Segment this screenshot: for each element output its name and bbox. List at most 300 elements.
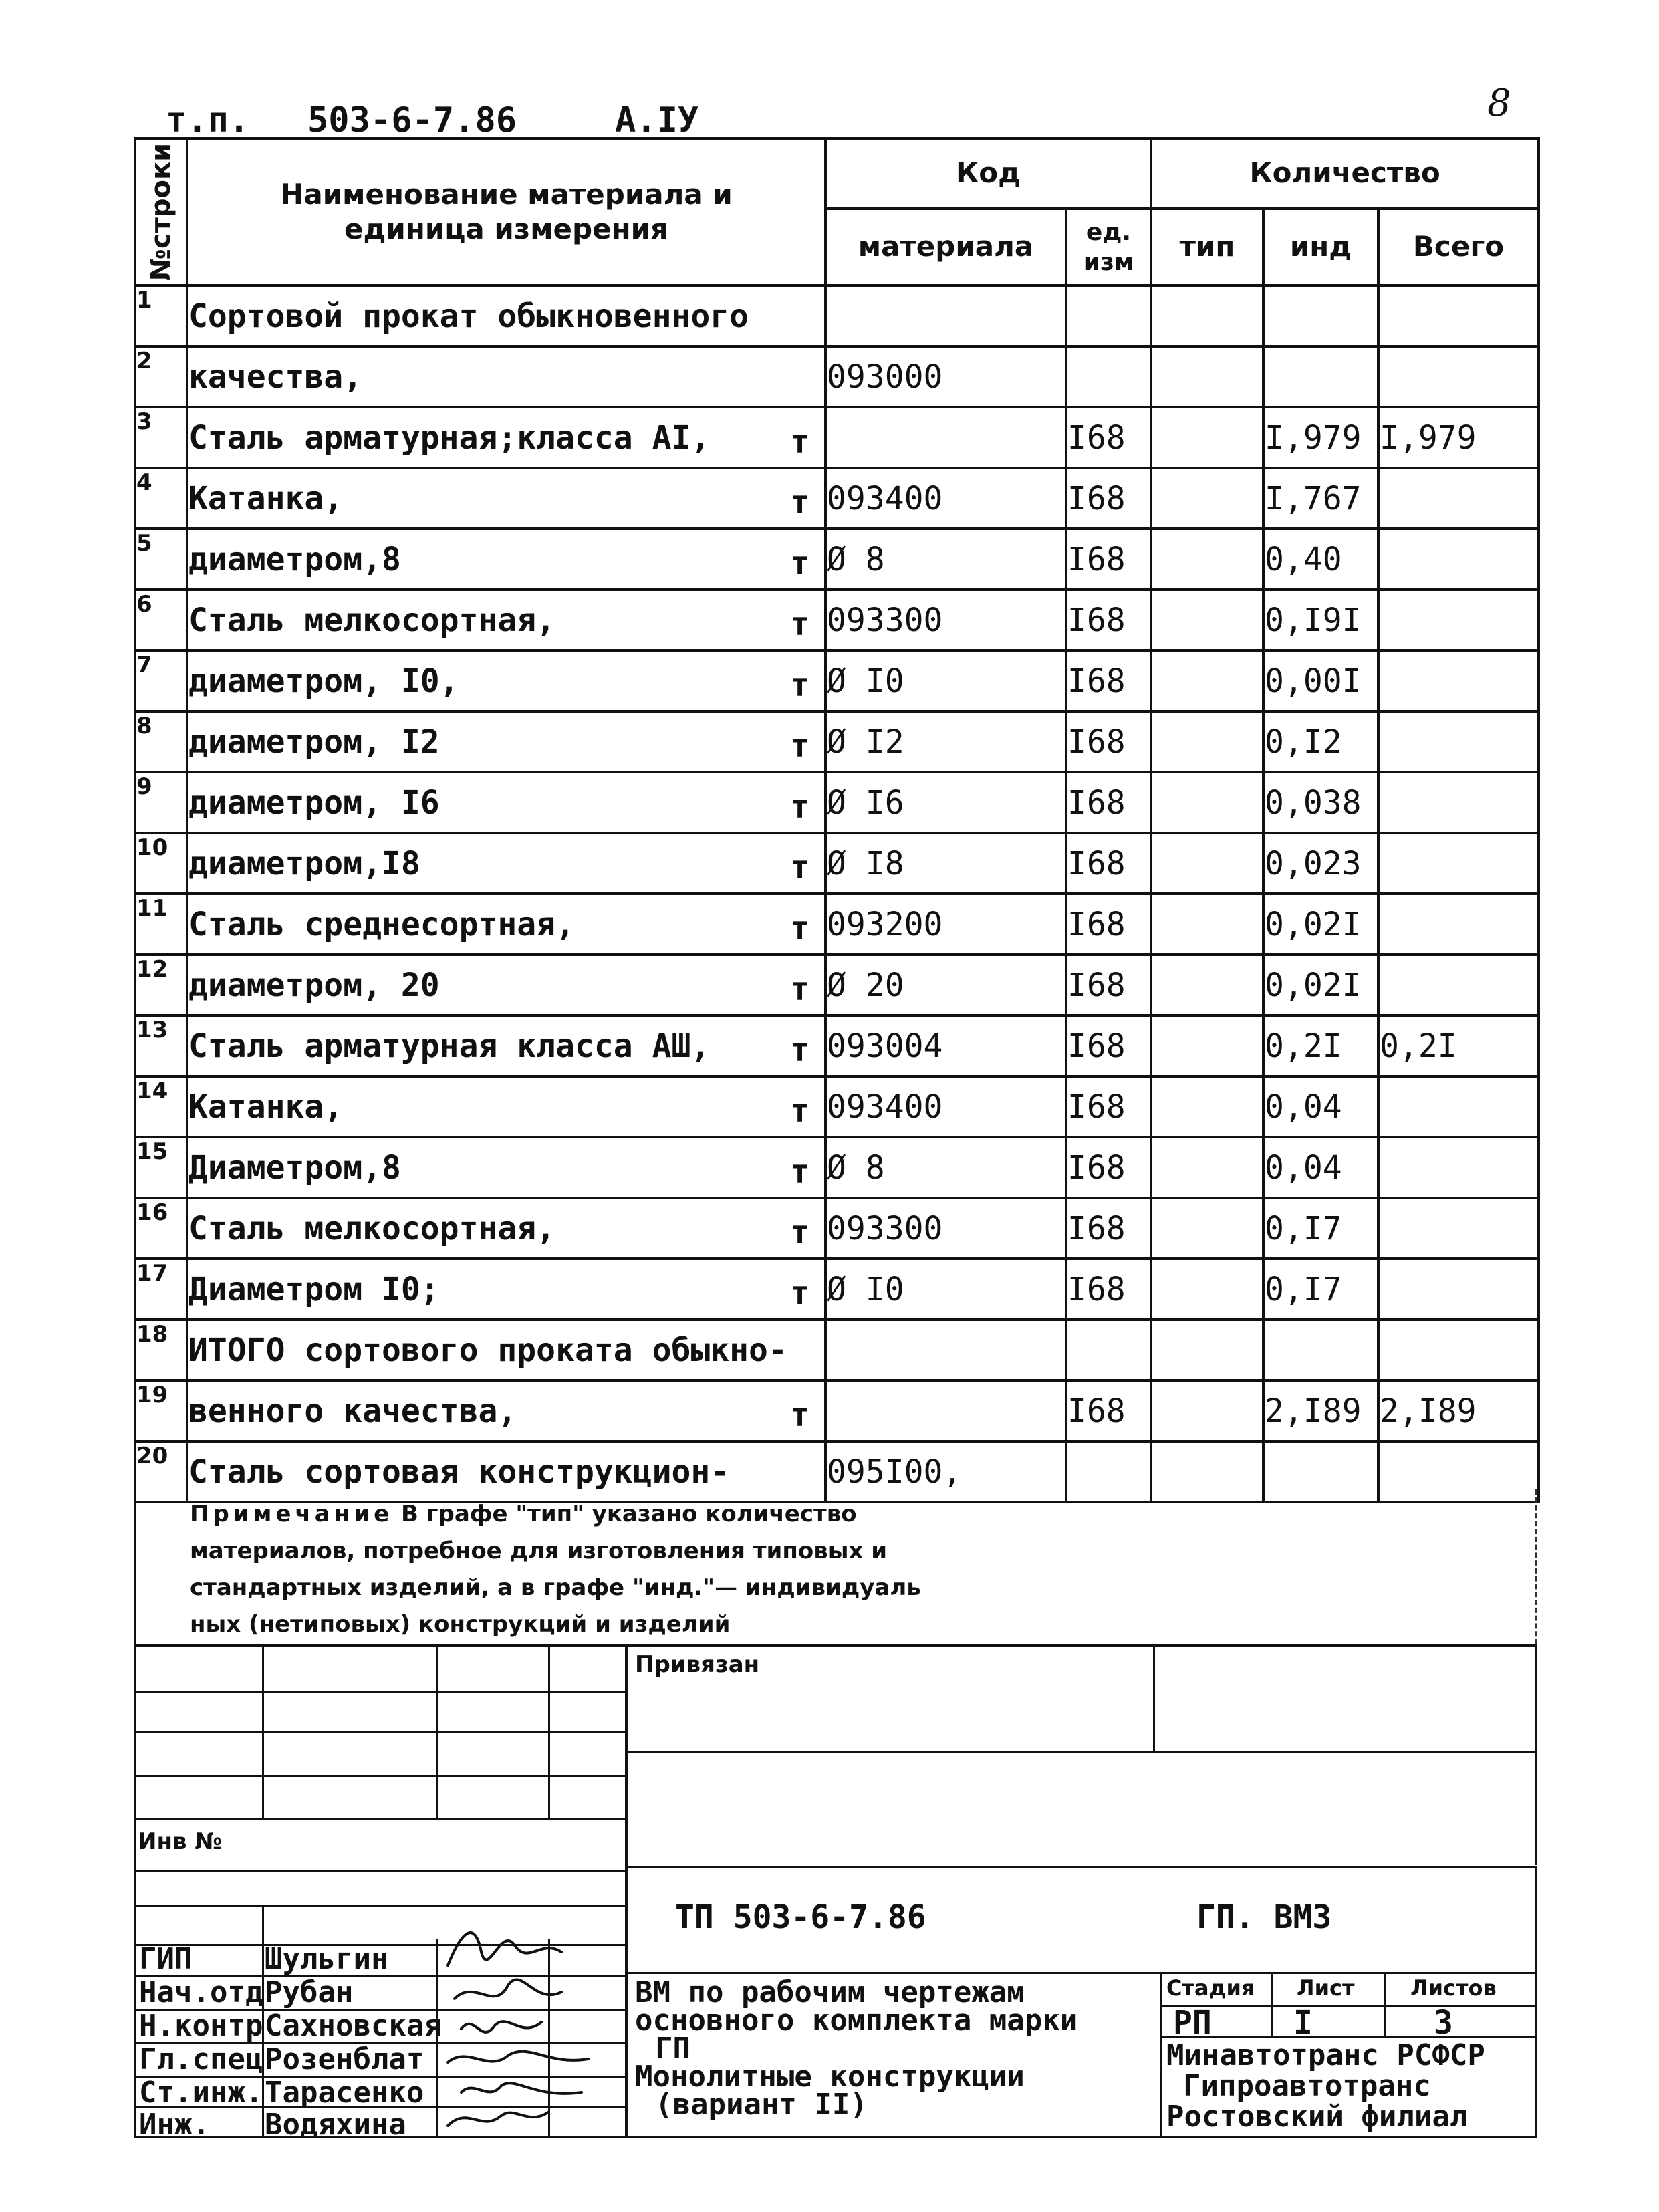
cell-code: 093000 <box>827 358 943 396</box>
material-code <box>825 285 1066 346</box>
table-row <box>135 1076 1539 1137</box>
row-number <box>135 1137 187 1198</box>
cell-ind: 0,I9I <box>1265 601 1362 639</box>
material-name <box>187 346 825 407</box>
cell-code: 093400 <box>827 1088 943 1126</box>
cell-name: венного качества, <box>188 1392 517 1430</box>
row-number <box>135 590 187 650</box>
table-row <box>135 407 1539 468</box>
unit-code <box>1066 1259 1151 1320</box>
cell-unit: т <box>790 422 809 461</box>
material-code <box>825 833 1066 894</box>
qty-type <box>1151 1320 1263 1380</box>
cell-unit: т <box>790 727 809 765</box>
material-code <box>825 1259 1066 1320</box>
cell-name: Сталь мелкосортная, <box>188 1209 556 1247</box>
cell-unit: т <box>790 1274 809 1312</box>
table-row <box>135 1198 1539 1259</box>
qty-ind <box>1263 1259 1378 1320</box>
cell-code: Ø 8 <box>827 1148 885 1187</box>
cell-ind: 0,038 <box>1265 783 1362 822</box>
signer-name: Тарасенко <box>265 2076 424 2110</box>
qty-ind <box>1263 529 1378 590</box>
qty-ind <box>1263 772 1378 833</box>
cell-ind: 0,04 <box>1265 1148 1342 1187</box>
signatures <box>434 1912 608 2139</box>
cell-unit: т <box>790 666 809 704</box>
cell-ed: I68 <box>1067 662 1126 700</box>
signer-role: Ст.инж. <box>139 2076 263 2110</box>
table-row <box>135 285 1539 346</box>
material-code <box>825 1137 1066 1198</box>
cell-name: Сталь арматурная;класса АI, <box>188 418 711 457</box>
cell-no: 18 <box>136 1321 168 1348</box>
table-row <box>135 711 1539 772</box>
unit-code <box>1066 346 1151 407</box>
qty-type <box>1151 1076 1263 1137</box>
material-name <box>187 1076 825 1137</box>
cell-total: I,979 <box>1380 418 1477 457</box>
material-name <box>187 468 825 529</box>
cell-code: Ø 20 <box>827 966 904 1004</box>
cell-unit: т <box>790 605 809 643</box>
material-code <box>825 711 1066 772</box>
material-code <box>825 1380 1066 1441</box>
material-code <box>825 894 1066 955</box>
cell-unit: т <box>790 1152 809 1191</box>
qty-total <box>1378 468 1539 529</box>
col-qty-group: Количество <box>1151 138 1539 209</box>
qty-type <box>1151 772 1263 833</box>
qty-type <box>1151 407 1263 468</box>
cell-code: 093400 <box>827 479 943 517</box>
cell-no: 19 <box>136 1382 168 1408</box>
cell-no: 16 <box>136 1199 168 1226</box>
unit-code <box>1066 711 1151 772</box>
cell-no: 6 <box>136 591 152 618</box>
cell-ind: 0,023 <box>1265 844 1362 882</box>
cell-ed: I68 <box>1067 479 1126 517</box>
cell-ed: I68 <box>1067 1209 1126 1247</box>
qty-type <box>1151 1259 1263 1320</box>
cell-name: Сортовой прокат обыкновенного <box>188 297 749 335</box>
qty-ind <box>1263 1380 1378 1441</box>
cell-ed: I68 <box>1067 1392 1126 1430</box>
unit-code <box>1066 529 1151 590</box>
qty-total <box>1378 1137 1539 1198</box>
cell-code: Ø I0 <box>827 1270 904 1308</box>
material-name <box>187 407 825 468</box>
material-name <box>187 1015 825 1076</box>
material-code <box>825 590 1066 650</box>
cell-ed: I68 <box>1067 1270 1126 1308</box>
qty-type <box>1151 650 1263 711</box>
material-name <box>187 772 825 833</box>
qty-total <box>1378 346 1539 407</box>
unit-code <box>1066 1320 1151 1380</box>
cell-ind: 0,04 <box>1265 1088 1342 1126</box>
cell-name: диаметром,8 <box>188 540 401 578</box>
unit-code <box>1066 1198 1151 1259</box>
cell-no: 7 <box>136 652 152 679</box>
series-label: т.п. <box>166 100 250 140</box>
cell-code: Ø I2 <box>827 723 904 761</box>
cell-ed: I68 <box>1067 723 1126 761</box>
cell-ed: I68 <box>1067 1088 1126 1126</box>
cell-ind: 0,02I <box>1265 966 1362 1004</box>
cell-no: 3 <box>136 408 152 435</box>
organization: Минавтотранс РСФСР Гипроавтотранс Ростовский филиал <box>1166 2038 1485 2134</box>
cell-no: 9 <box>136 773 152 800</box>
qty-type <box>1151 468 1263 529</box>
cell-unit: т <box>790 787 809 826</box>
material-name <box>187 1259 825 1320</box>
material-name <box>187 529 825 590</box>
cell-no: 10 <box>136 834 168 861</box>
signer-name: Розенблат <box>265 2042 424 2076</box>
signer-name: Рубан <box>265 1975 354 2009</box>
qty-ind <box>1263 1320 1378 1380</box>
qty-ind <box>1263 285 1378 346</box>
material-name <box>187 1380 825 1441</box>
qty-total <box>1378 1320 1539 1380</box>
cell-total: 0,2I <box>1380 1027 1457 1065</box>
signer-name: Водяхина <box>265 2108 406 2142</box>
note <box>134 1489 1537 1644</box>
row-number <box>135 711 187 772</box>
material-name <box>187 1137 825 1198</box>
cell-name: Катанка, <box>188 479 344 517</box>
qty-total <box>1378 529 1539 590</box>
cell-ind: I,979 <box>1265 418 1362 457</box>
album-label: А.IУ <box>615 100 699 140</box>
material-name <box>187 711 825 772</box>
material-name <box>187 650 825 711</box>
stage-label: Стадия <box>1166 1975 1255 2001</box>
qty-ind <box>1263 1198 1378 1259</box>
col-code-material: материала <box>825 209 1066 285</box>
signer-name: Сахновская <box>265 2009 442 2043</box>
material-code <box>825 1320 1066 1380</box>
table-row <box>135 1380 1539 1441</box>
qty-total <box>1378 1015 1539 1076</box>
qty-type <box>1151 529 1263 590</box>
row-number <box>135 1320 187 1380</box>
table-row <box>135 955 1539 1015</box>
cell-unit: т <box>790 909 809 947</box>
cell-ed: I68 <box>1067 601 1126 639</box>
cell-ed: I68 <box>1067 783 1126 822</box>
qty-total <box>1378 590 1539 650</box>
row-number <box>135 1076 187 1137</box>
material-code <box>825 1015 1066 1076</box>
cell-ed: I68 <box>1067 905 1126 943</box>
privyazan-label: Привязан <box>635 1651 760 1678</box>
cell-ind: 2,I89 <box>1265 1392 1362 1430</box>
cell-no: 12 <box>136 956 168 983</box>
qty-type <box>1151 833 1263 894</box>
signer-name: Шульгин <box>265 1942 389 1976</box>
signer-role: ГИП <box>139 1942 193 1976</box>
cell-code: Ø I0 <box>827 662 904 700</box>
qty-type <box>1151 346 1263 407</box>
material-name <box>187 1320 825 1380</box>
material-code <box>825 955 1066 1015</box>
table-row <box>135 772 1539 833</box>
row-number <box>135 772 187 833</box>
table-row <box>135 1320 1539 1380</box>
sheet-label: Лист <box>1297 1975 1355 2001</box>
qty-ind <box>1263 590 1378 650</box>
col-code-unit: ед. изм <box>1066 209 1151 285</box>
material-name <box>187 1198 825 1259</box>
cell-no: 1 <box>136 287 152 314</box>
material-name <box>187 285 825 346</box>
cell-no: 5 <box>136 530 152 557</box>
page-number: 8 <box>1487 82 1511 125</box>
qty-type <box>1151 894 1263 955</box>
qty-total <box>1378 711 1539 772</box>
cell-code: 093200 <box>827 905 943 943</box>
col-qty-total: Всего <box>1378 209 1539 285</box>
materials-table <box>134 137 1540 1503</box>
unit-code <box>1066 833 1151 894</box>
table-row <box>135 346 1539 407</box>
material-code <box>825 650 1066 711</box>
sheets-value: 3 <box>1434 2004 1453 2042</box>
cell-name: диаметром, I6 <box>188 783 440 822</box>
cell-no: 17 <box>136 1260 168 1287</box>
row-number <box>135 1259 187 1320</box>
row-number <box>135 1380 187 1441</box>
table-row <box>135 590 1539 650</box>
cell-ed: I68 <box>1067 844 1126 882</box>
material-code <box>825 529 1066 590</box>
inventory-number-label: Инв № <box>138 1828 223 1855</box>
cell-unit: т <box>790 970 809 1008</box>
cell-no: 4 <box>136 469 152 496</box>
material-name <box>187 833 825 894</box>
qty-ind <box>1263 1015 1378 1076</box>
unit-code <box>1066 468 1151 529</box>
unit-code <box>1066 772 1151 833</box>
material-code <box>825 468 1066 529</box>
row-number <box>135 650 187 711</box>
cell-code: 093004 <box>827 1027 943 1065</box>
unit-code <box>1066 1137 1151 1198</box>
cell-name: ИТОГО сортового проката обыкно- <box>188 1331 787 1369</box>
qty-ind <box>1263 1137 1378 1198</box>
col-row-number: №строки <box>135 138 187 285</box>
cell-name: диаметром,I8 <box>188 844 420 882</box>
qty-type <box>1151 1137 1263 1198</box>
qty-total <box>1378 285 1539 346</box>
row-number <box>135 529 187 590</box>
cell-ind: 0,02I <box>1265 905 1362 943</box>
qty-total <box>1378 772 1539 833</box>
qty-total <box>1378 1076 1539 1137</box>
cell-ed: I68 <box>1067 1027 1126 1065</box>
qty-ind <box>1263 650 1378 711</box>
signer-role: Н.контр <box>139 2009 263 2043</box>
stage-value: РП <box>1173 2004 1212 2042</box>
cell-code: 093300 <box>827 1209 943 1247</box>
cell-ind: 0,2I <box>1265 1027 1342 1065</box>
qty-ind <box>1263 833 1378 894</box>
cell-name: диаметром, 20 <box>188 966 440 1004</box>
document-number: 503-6-7.86 <box>307 100 517 140</box>
unit-code <box>1066 1380 1151 1441</box>
qty-type <box>1151 1380 1263 1441</box>
cell-no: 14 <box>136 1078 168 1104</box>
qty-ind <box>1263 346 1378 407</box>
qty-total <box>1378 894 1539 955</box>
qty-type <box>1151 285 1263 346</box>
table-row <box>135 468 1539 529</box>
cell-name: Сталь мелкосортная, <box>188 601 556 639</box>
signer-role: Гл.спец <box>139 2042 263 2076</box>
material-code <box>825 346 1066 407</box>
material-name <box>187 894 825 955</box>
row-number <box>135 955 187 1015</box>
qty-type <box>1151 1198 1263 1259</box>
cell-ed: I68 <box>1067 1148 1126 1187</box>
unit-code <box>1066 407 1151 468</box>
unit-code <box>1066 894 1151 955</box>
cell-ind: 0,I7 <box>1265 1209 1342 1247</box>
qty-ind <box>1263 955 1378 1015</box>
material-name <box>187 955 825 1015</box>
cell-no: 8 <box>136 713 152 739</box>
qty-total <box>1378 650 1539 711</box>
row-number <box>135 407 187 468</box>
cell-ind: I,767 <box>1265 479 1362 517</box>
table-row <box>135 833 1539 894</box>
material-code <box>825 407 1066 468</box>
cell-no: 13 <box>136 1017 168 1043</box>
sheet-value: I <box>1293 2004 1313 2042</box>
cell-code: 093300 <box>827 601 943 639</box>
table-row <box>135 894 1539 955</box>
material-name <box>187 590 825 650</box>
row-number <box>135 1015 187 1076</box>
cell-name: Катанка, <box>188 1088 344 1126</box>
cell-name: диаметром, I0, <box>188 662 459 700</box>
qty-ind <box>1263 407 1378 468</box>
cell-unit: т <box>790 1031 809 1069</box>
cell-ind: 0,I7 <box>1265 1270 1342 1308</box>
cell-unit: т <box>790 483 809 521</box>
qty-total <box>1378 407 1539 468</box>
stamp-doc-code: ТП 503-6-7.86 <box>675 1898 926 1936</box>
row-number <box>135 833 187 894</box>
cell-ind: 0,00I <box>1265 662 1362 700</box>
cell-ind: 0,I2 <box>1265 723 1342 761</box>
cell-unit: т <box>790 848 809 886</box>
qty-type <box>1151 955 1263 1015</box>
unit-code <box>1066 1076 1151 1137</box>
cell-name: Диаметром,8 <box>188 1148 401 1187</box>
cell-name: диаметром, I2 <box>188 723 440 761</box>
cell-total: 2,I89 <box>1380 1392 1477 1430</box>
table-row <box>135 650 1539 711</box>
row-number <box>135 346 187 407</box>
material-code <box>825 1198 1066 1259</box>
cell-no: 15 <box>136 1138 168 1165</box>
material-code <box>825 1076 1066 1137</box>
qty-total <box>1378 1380 1539 1441</box>
row-number <box>135 285 187 346</box>
unit-code <box>1066 955 1151 1015</box>
unit-code <box>1066 1015 1151 1076</box>
table-row <box>135 1259 1539 1320</box>
row-number <box>135 894 187 955</box>
row-number <box>135 1198 187 1259</box>
qty-ind <box>1263 894 1378 955</box>
cell-ed: I68 <box>1067 966 1126 1004</box>
signer-role: Нач.отд <box>139 1975 263 2009</box>
col-qty-ind: инд <box>1263 209 1378 285</box>
qty-total <box>1378 1259 1539 1320</box>
qty-total <box>1378 955 1539 1015</box>
qty-ind <box>1263 468 1378 529</box>
cell-code: 095I00, <box>827 1453 963 1491</box>
unit-code <box>1066 285 1151 346</box>
cell-no: 20 <box>136 1443 168 1469</box>
cell-unit: т <box>790 1396 809 1434</box>
table-row <box>135 1015 1539 1076</box>
note-lead: Примечание <box>190 1501 394 1527</box>
cell-code: Ø I8 <box>827 844 904 882</box>
cell-code: Ø 8 <box>827 540 885 578</box>
stamp-title: ВМ по рабочим чертежам основного комплекта марки ГП Монолитные конструкции (вариант II) <box>635 1975 1078 2122</box>
unit-code <box>1066 650 1151 711</box>
cell-unit: т <box>790 1213 809 1251</box>
cell-ed: I68 <box>1067 418 1126 457</box>
qty-total <box>1378 1198 1539 1259</box>
qty-ind <box>1263 711 1378 772</box>
cell-ed: I68 <box>1067 540 1126 578</box>
cell-no: 2 <box>136 348 152 374</box>
qty-type <box>1151 711 1263 772</box>
cell-name: качества, <box>188 358 363 396</box>
qty-total <box>1378 833 1539 894</box>
cell-code: Ø I6 <box>827 783 904 822</box>
cell-no: 11 <box>136 895 168 922</box>
sheets-label: Листов <box>1410 1975 1497 2001</box>
qty-type <box>1151 590 1263 650</box>
signer-role: Инж. <box>139 2108 210 2142</box>
stamp-doc-mark: ГП. ВМ3 <box>1196 1898 1332 1936</box>
cell-name: Сталь среднесортная, <box>188 905 575 943</box>
cell-name: Сталь сортовая конструкцион- <box>188 1453 730 1491</box>
qty-type <box>1151 1015 1263 1076</box>
table-row <box>135 529 1539 590</box>
table-row <box>135 1137 1539 1198</box>
col-code-group: Код <box>825 138 1151 209</box>
col-qty-type: тип <box>1151 209 1263 285</box>
col-name: Наименование материала и единица измерения <box>187 138 825 285</box>
cell-name: Сталь арматурная класса АШ, <box>188 1027 711 1065</box>
material-code <box>825 772 1066 833</box>
cell-name: Диаметром I0; <box>188 1270 440 1308</box>
cell-ind: 0,40 <box>1265 540 1342 578</box>
cell-unit: т <box>790 544 809 582</box>
note-text: В графе "тип" указано количество материалов, потребное для изготовления типовых и стандартных изделий, а в графе "инд."— индивидуаль ных (нетиповых) конструкций и изделий <box>190 1501 921 1638</box>
row-number <box>135 468 187 529</box>
unit-code <box>1066 590 1151 650</box>
cell-unit: т <box>790 1092 809 1130</box>
